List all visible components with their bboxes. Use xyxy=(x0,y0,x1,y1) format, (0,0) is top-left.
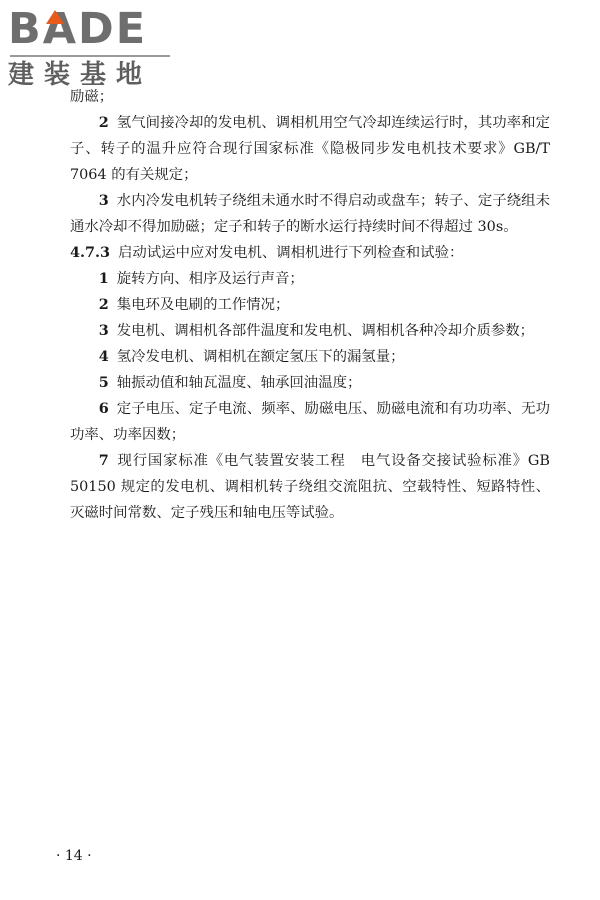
logo-divider xyxy=(10,55,170,57)
item-text: 现行国家标准《电气装置安装工程 电气设备交接试验标准》GB 50150 规定的发电机、调相机转子绕组交流阻抗、空载特性、短路特性、灭磁时间常数、定子残压和轴电压等试验。 xyxy=(70,453,550,521)
list-item xyxy=(70,344,550,370)
logo-wordmark: BADE xyxy=(8,4,148,54)
clause-heading xyxy=(70,240,550,266)
list-item xyxy=(70,396,550,448)
continuation-text: 励磁； xyxy=(70,89,114,105)
document-body xyxy=(70,84,550,526)
item-number: 6 xyxy=(98,400,109,417)
item-number: 4 xyxy=(98,348,109,365)
list-item xyxy=(70,448,550,526)
item-number: 3 xyxy=(98,192,109,209)
item-number: 2 xyxy=(98,114,109,131)
item-text: 氢气间接冷却的发电机、调相机用空气冷却连续运行时，其功率和定子、转子的温升应符合现行国家标准《隐极同步发电机技术要求》GB/T 7064 的有关规定； xyxy=(70,115,550,183)
list-item xyxy=(70,266,550,292)
page-number: · 14 · xyxy=(56,848,92,864)
item-text: 集电环及电刷的工作情况； xyxy=(116,297,290,313)
item-number: 2 xyxy=(98,296,109,313)
list-item xyxy=(70,188,550,240)
logo-accent-triangle xyxy=(46,10,64,24)
item-text: 水内冷发电机转子绕组未通水时不得启动或盘车；转子、定子绕组未通水冷却不得加励磁；定子和转子的断水运行持续时间不得超过 30s。 xyxy=(70,193,550,235)
continuation-line xyxy=(70,84,550,110)
clause-number: 4.7.3 xyxy=(70,244,111,261)
item-text: 轴振动值和轴瓦温度、轴承回油温度； xyxy=(116,375,362,391)
list-item xyxy=(70,370,550,396)
item-text: 定子电压、定子电流、频率、励磁电压、励磁电流和有功功率、无功功率、功率因数； xyxy=(70,401,550,443)
item-number: 7 xyxy=(98,452,109,469)
list-item xyxy=(70,110,550,188)
list-item xyxy=(70,292,550,318)
item-number: 1 xyxy=(98,270,109,287)
clause-text: 启动试运中应对发电机、调相机进行下列检查和试验： xyxy=(117,245,464,261)
item-number: 5 xyxy=(98,374,109,391)
item-text: 氢冷发电机、调相机在额定氢压下的漏氢量； xyxy=(116,349,405,365)
list-item xyxy=(70,318,550,344)
item-text: 旋转方向、相序及运行声音； xyxy=(116,271,304,287)
item-number: 3 xyxy=(98,322,109,339)
item-text: 发电机、调相机各部件温度和发电机、调相机各种冷却介质参数； xyxy=(116,323,535,339)
brand-logo xyxy=(8,4,183,96)
logo-subtitle: 建装基地 xyxy=(8,60,153,90)
